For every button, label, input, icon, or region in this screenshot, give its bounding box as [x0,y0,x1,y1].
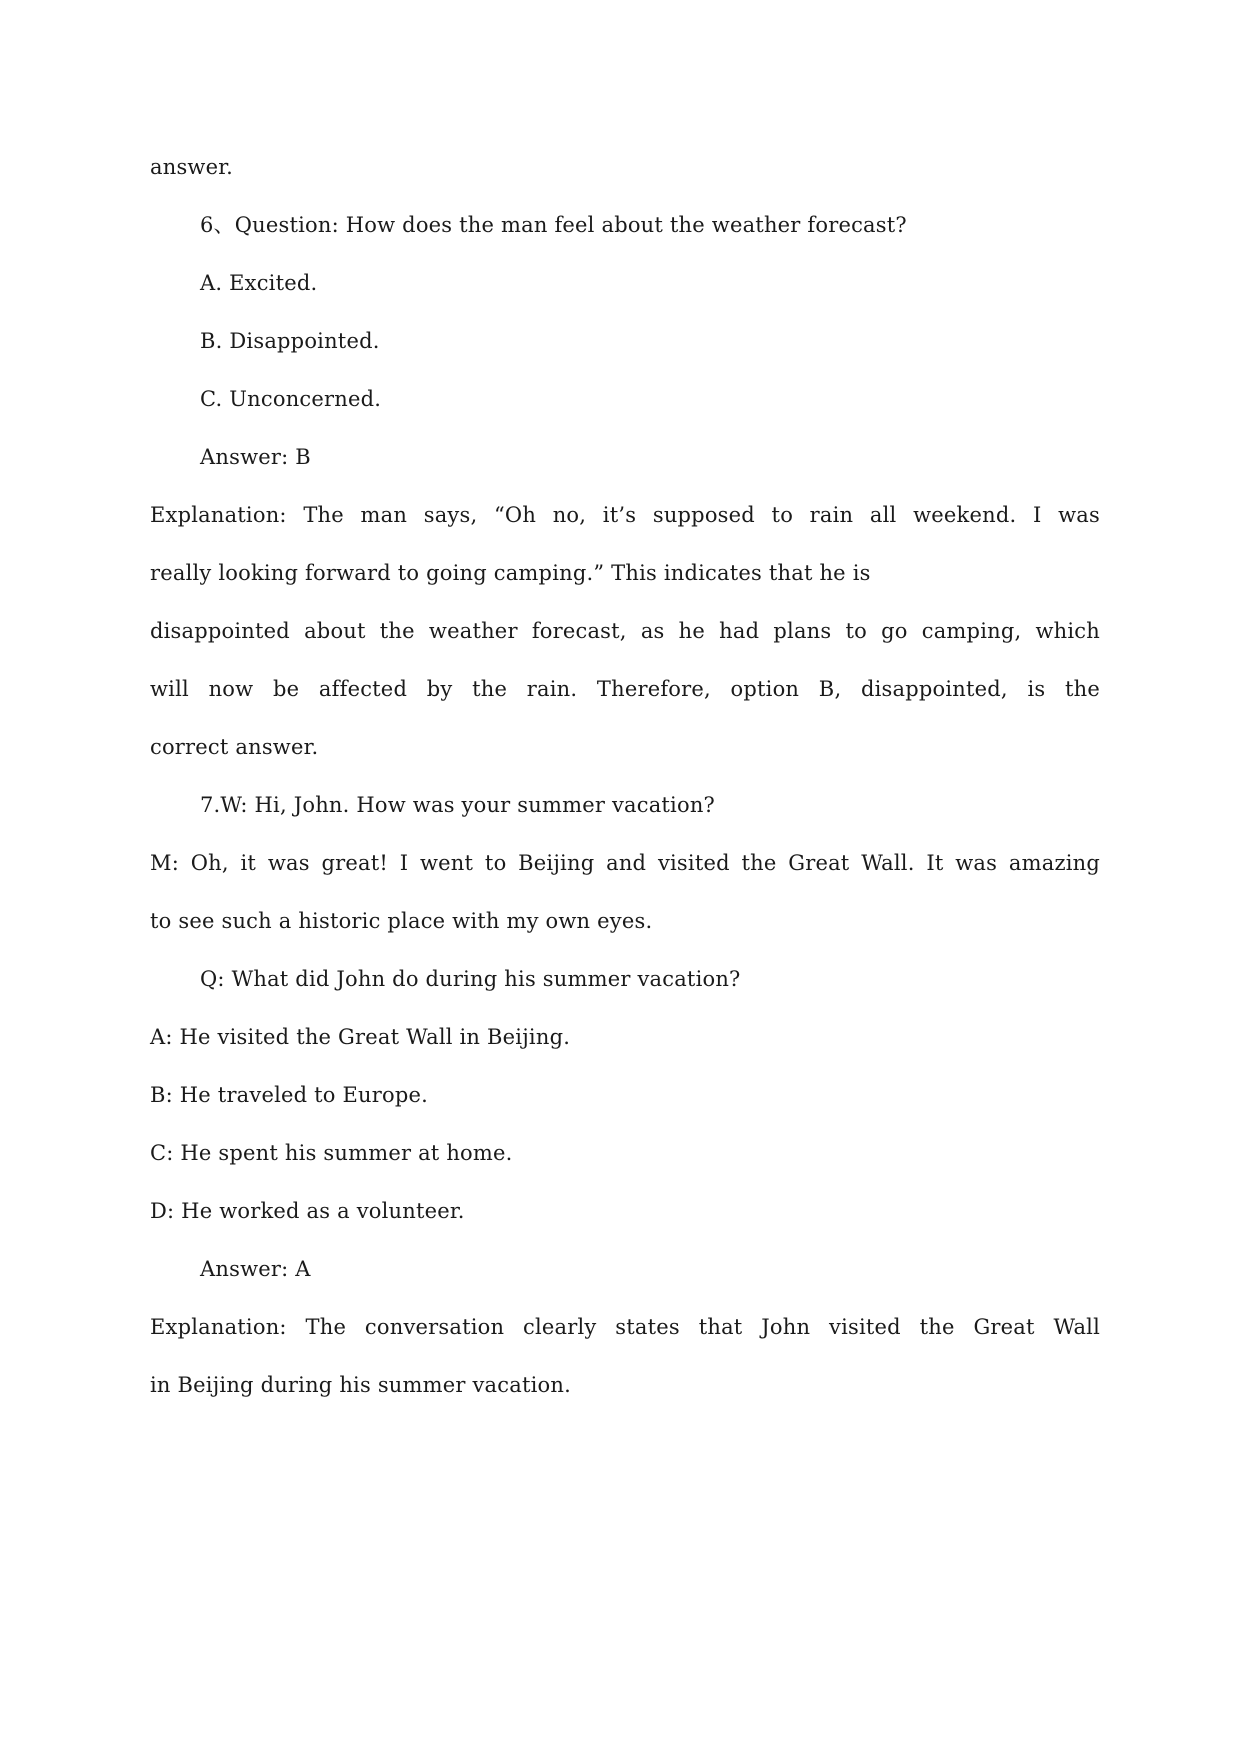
q6-option-c: C. Unconcerned. [200,387,382,411]
q6-explanation-line-4: will now be affected by the rain. Therefore, option B, disappointed, is the [150,677,1100,701]
q6-option-a: A. Excited. [200,271,318,295]
q7-option-d: D: He worked as a volunteer. [150,1199,465,1223]
q7-dialogue-m-line-2: to see such a historic place with my own eyes. [150,909,653,933]
q6-explanation-line-5: correct answer. [150,735,319,759]
q7-option-c: C: He spent his summer at home. [150,1141,513,1165]
q7-option-b: B: He traveled to Europe. [150,1083,428,1107]
q6-option-b: B. Disappointed. [200,329,380,353]
q7-question: Q: What did John do during his summer vacation? [200,967,741,991]
q7-explanation-line-2: in Beijing during his summer vacation. [150,1373,571,1397]
q7-answer: Answer: A [200,1257,311,1281]
q6-explanation-line-3: disappointed about the weather forecast, as he had plans to go camping, which [150,619,1100,643]
q7-dialogue-m-line-1: M: Oh, it was great! I went to Beijing and visited the Great Wall. It was amazing [150,851,1100,875]
question-7-dialogue-w: 7.W: Hi, John. How was your summer vacation? [200,793,716,817]
q6-explanation-line-1: Explanation: The man says, “Oh no, it’s supposed to rain all weekend. I was [150,503,1100,527]
q6-answer: Answer: B [200,445,311,469]
q6-explanation-line-2: really looking forward to going camping.” This indicates that he is [150,561,871,585]
q7-option-a: A: He visited the Great Wall in Beijing. [150,1025,571,1049]
question-6: 6、Question: How does the man feel about the weather forecast? [200,213,907,237]
prev-answer-tail: answer. [150,155,234,179]
q7-explanation-line-1: Explanation: The conversation clearly states that John visited the Great Wall [150,1315,1100,1339]
